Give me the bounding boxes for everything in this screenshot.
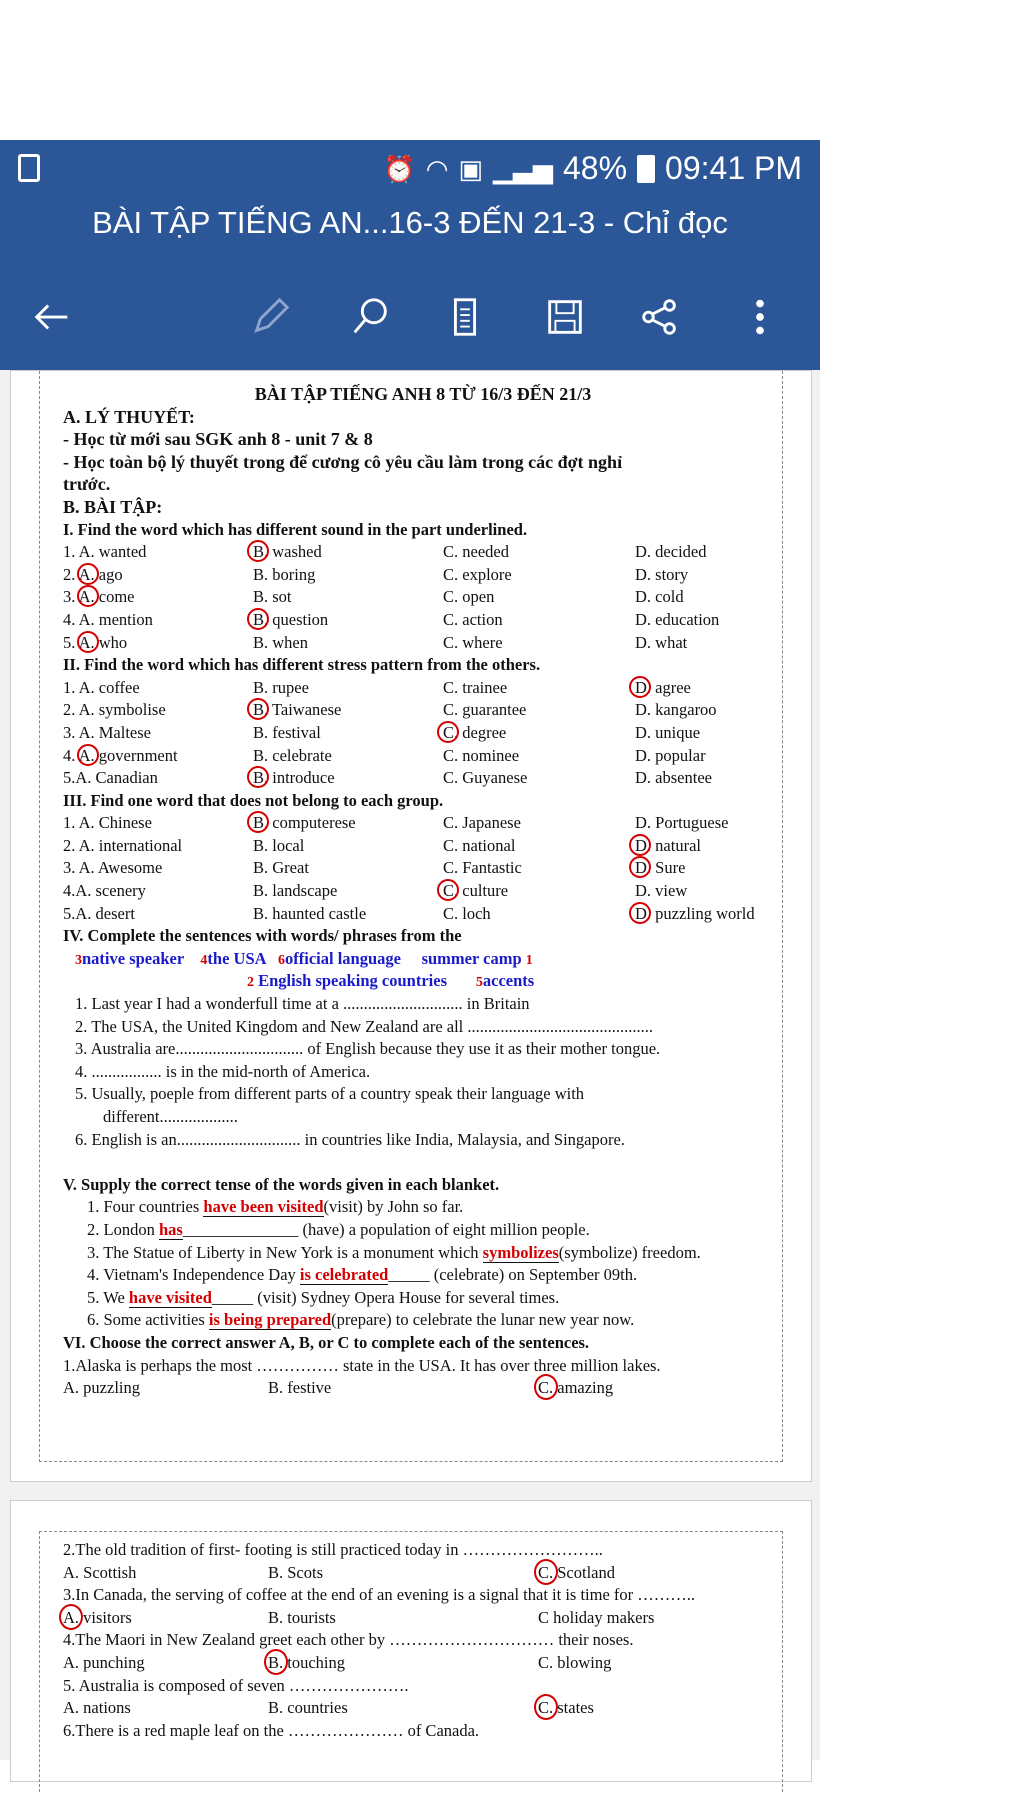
page-content [63, 1539, 783, 1742]
mcq-option: C. states [538, 1697, 594, 1720]
answer-option: 4. A. government [63, 745, 178, 765]
mcq-question: 4.The Maori in New Zealand greet each other by ………………………… their noses. [63, 1630, 634, 1650]
answer-option: B. celebrate [253, 745, 332, 765]
alarm-icon: ⏰ [383, 153, 416, 184]
answer-option: B. question [253, 609, 328, 632]
answer-option: 3. A. Maltese [63, 722, 151, 742]
sentence-text: 3. The Statue of Liberty in New York is a monument which [87, 1242, 483, 1262]
mcq-question: 2.The old tradition of first- footing is still practiced today in …………………….. [63, 1540, 603, 1559]
section-a-heading: A. LÝ THUYẾT: [63, 406, 195, 427]
exercise-1-rows [63, 541, 783, 654]
answer-option: B. boring [253, 564, 316, 584]
handwritten-answer: symbolizes [482, 1242, 559, 1262]
answer-circle-mark [437, 879, 459, 901]
answer-option: D. agree [635, 677, 691, 700]
answer-option: B. Great [253, 858, 309, 878]
answer-option: 2. A. international [63, 835, 183, 855]
mcq-option: C holiday makers [538, 1607, 655, 1627]
answer-option: D. absentee [635, 768, 712, 788]
signal-icon: ▁▃▅ [492, 153, 553, 184]
sim-icon: ▣ [458, 153, 483, 184]
doc-heading: BÀI TẬP TIẾNG ANH 8 TỪ 16/3 ĐẾN 21/3 [254, 384, 592, 404]
answer-option: C. national [443, 835, 516, 855]
handwritten-answer: is being prepared [208, 1310, 332, 1330]
answer-option: B. rupee [253, 677, 309, 697]
answer-option: D. unique [635, 722, 701, 742]
reading-view-icon[interactable] [435, 287, 495, 347]
exercise-1-heading: I. Find the word which has different sound in the part underlined. [63, 519, 528, 539]
handwritten-answer: have been visited [203, 1197, 324, 1217]
battery-icon [637, 155, 655, 183]
theory-line-2: - Học toàn bộ lý thuyết trong để cương cô yêu cầu làm trong các đợt nghỉ [63, 451, 623, 472]
toolbar [0, 275, 820, 365]
answer-row [63, 609, 783, 632]
answer-circle-mark [247, 540, 269, 562]
answer-row [63, 699, 783, 722]
sentence-text: 5. We [87, 1287, 129, 1307]
answer-option: B. landscape [253, 881, 338, 901]
answer-option: C. Japanese [443, 813, 521, 833]
status-bar [0, 140, 820, 200]
answer-option: C. needed [443, 542, 509, 562]
answer-circle-mark [534, 1374, 558, 1400]
sentence-text: (symbolize) freedom. [558, 1242, 701, 1262]
wifi-icon: ◠ [425, 153, 449, 184]
mcq-option: A. nations [63, 1698, 131, 1718]
answer-row [63, 835, 783, 858]
answer-option: C. guarantee [443, 700, 527, 720]
document-title: BÀI TẬP TIẾNG AN...16-3 ĐẾN 21-3 - Chỉ đọc [92, 205, 728, 240]
sentence-text: (prepare) to celebrate the lunar new year now. [331, 1310, 635, 1330]
mcq-option: B. countries [268, 1698, 348, 1718]
sentence-text: 4. Vietnam's Independence Day [87, 1265, 300, 1285]
sentence-text: 1. Four countries [87, 1197, 204, 1217]
exercise-5-sentences [63, 1196, 783, 1332]
answer-option: B. when [253, 632, 308, 652]
mcq-options [63, 1377, 783, 1400]
answer-circle-mark [629, 856, 651, 878]
answer-circle-mark [247, 766, 269, 788]
answer-option: 1. A. coffee [63, 677, 140, 697]
clock: 09:41 PM [665, 150, 802, 186]
answer-option: B. Taiwanese [253, 699, 341, 722]
sentence-text: ______________ (have) a population of eight million people. [182, 1219, 590, 1239]
mcq-option: C. blowing [538, 1652, 612, 1672]
answer-option: C. explore [443, 564, 512, 584]
mcq-question: 1.Alaska is perhaps the most …………… state in the USA. It has over three million lakes. [63, 1355, 661, 1375]
fill-blank-sentence: different................... [103, 1107, 238, 1126]
answer-option: D. popular [635, 745, 706, 765]
answer-option: 4. A. mention [63, 609, 153, 629]
answer-option: D. puzzling world [635, 903, 755, 926]
sentence-text: (visit) by John so far. [323, 1197, 464, 1217]
answer-option: C. where [443, 632, 503, 652]
answer-circle-mark [77, 563, 99, 585]
mcq-option: A. puzzling [63, 1378, 140, 1398]
mcq-question: 5. Australia is composed of seven …………………. [63, 1675, 409, 1695]
answer-circle-mark [629, 834, 651, 856]
answer-option: B. haunted castle [253, 903, 367, 923]
answer-option: 4.A. scenery [63, 881, 146, 901]
mcq-option: C. Scotland [538, 1562, 615, 1585]
more-icon[interactable] [730, 287, 790, 347]
sentence-text: 6. Some activities [87, 1310, 209, 1330]
answer-option: D. natural [635, 835, 701, 858]
mcq-options [63, 1697, 783, 1720]
answer-circle-mark [629, 902, 651, 924]
app-bar [0, 140, 820, 370]
document-page-1[interactable] [10, 370, 812, 1482]
exercise-3-rows [63, 812, 783, 925]
answer-circle-mark [534, 1559, 558, 1585]
save-icon[interactable] [535, 287, 595, 347]
answer-option: C. nominee [443, 745, 520, 765]
exercise-2-heading: II. Find the word which has different stress pattern from the others. [63, 655, 541, 675]
answer-option: D. education [635, 609, 720, 629]
answer-row [63, 722, 783, 745]
answer-option: C. culture [443, 880, 508, 903]
answer-option: 5. A. who [63, 632, 128, 652]
theory-line-1: - Học từ mới sau SGK anh 8 - unit 7 & 8 [63, 429, 373, 450]
answer-circle-mark [77, 631, 99, 653]
tense-sentence [63, 1309, 783, 1332]
mcq-option: C. amazing [538, 1377, 613, 1400]
mcq-options [63, 1562, 783, 1585]
answer-row [63, 677, 783, 700]
answer-circle-mark [77, 744, 99, 766]
exercise-6-items-page1 [63, 1355, 783, 1400]
answer-row [63, 564, 783, 587]
fill-blank-sentence: 6. English is an.............................. in countries like India, Malaysia, and Singapore. [75, 1129, 625, 1149]
mcq-option: B. touching [268, 1652, 345, 1675]
answer-option: 5.A. Canadian [63, 768, 158, 788]
answer-circle-mark [437, 721, 459, 743]
exercise-4-heading: IV. Complete the sentences with words/ phrases from the [63, 926, 462, 946]
answer-circle-mark [264, 1649, 288, 1675]
answer-circle-mark [247, 698, 269, 720]
answer-option: 1. A. Chinese [63, 813, 152, 833]
mcq-options [63, 1652, 783, 1675]
sentence-text: _____ (visit) Sydney Opera House for several times. [211, 1287, 560, 1307]
answer-option: D. cold [635, 587, 684, 607]
answer-option: D. what [635, 632, 688, 652]
page-content [63, 383, 783, 1400]
answer-circle-mark [247, 811, 269, 833]
answer-option: D. kangaroo [635, 700, 717, 720]
answer-row [63, 632, 783, 655]
answer-option: C. Fantastic [443, 858, 522, 878]
handwritten-answer: have visited [128, 1287, 212, 1307]
answer-circle-mark [247, 608, 269, 630]
search-icon[interactable] [340, 287, 400, 347]
tense-sentence [63, 1264, 783, 1287]
answer-circle-mark [77, 585, 99, 607]
exercise-6-heading: VI. Choose the correct answer A, B, or C to complete each of the sentences. [63, 1332, 590, 1352]
mcq-option: B. tourists [268, 1607, 336, 1627]
answer-option: D. Sure [635, 857, 685, 880]
exercise-4-sentences [63, 993, 783, 1151]
exercise-5-heading: V. Supply the correct tense of the words given in each blanket. [63, 1174, 500, 1194]
answer-option: B. local [253, 835, 305, 855]
answer-circle-mark [534, 1694, 558, 1720]
tense-sentence [63, 1242, 783, 1265]
mcq-option: A. punching [63, 1652, 145, 1672]
answer-row [63, 541, 783, 564]
answer-option: B. washed [253, 541, 322, 564]
mcq-option: B. festive [268, 1378, 332, 1398]
mcq-question: 3.In Canada, the serving of coffee at the end of an evening is a signal that it is time for ……….. [63, 1585, 696, 1605]
document-page-2[interactable] [10, 1500, 812, 1782]
handwritten-answer: has [158, 1219, 183, 1239]
mcq-option: A. visitors [63, 1607, 132, 1630]
mcq-options [63, 1607, 783, 1630]
answer-option: C. action [443, 609, 503, 629]
answer-option: B. festival [253, 722, 321, 742]
answer-option: B. sot [253, 587, 292, 607]
mcq-question: 6.There is a red maple leaf on the ………………… of Canada. [63, 1720, 480, 1740]
answer-option: 2. A. symbolise [63, 700, 166, 720]
answer-option: C. trainee [443, 677, 508, 697]
answer-row [63, 812, 783, 835]
answer-option: 2. A. ago [63, 564, 123, 584]
sentence-text: 2. London [87, 1219, 159, 1239]
pencil-icon[interactable] [240, 287, 300, 347]
answer-circle-mark [59, 1604, 83, 1630]
answer-option: 5.A. desert [63, 903, 135, 923]
answer-option: C. loch [443, 903, 491, 923]
screen-cast-icon [18, 154, 40, 182]
answer-option: B. computerese [253, 812, 356, 835]
tense-sentence [63, 1219, 783, 1242]
share-icon[interactable] [630, 287, 690, 347]
spacer [63, 1151, 783, 1174]
sentence-text: _____ (celebrate) on September 09th. [388, 1265, 638, 1285]
handwritten-answer: is celebrated [299, 1265, 389, 1285]
answer-option: 3. A. come [63, 587, 135, 607]
answer-option: C. degree [443, 722, 506, 745]
answer-option: D. Portuguese [635, 813, 729, 833]
answer-row [63, 880, 783, 903]
exercise-2-rows [63, 677, 783, 790]
fill-blank-sentence: 3. Australia are............................... of English because they use it as their mother tongue. [75, 1039, 661, 1059]
answer-row [63, 745, 783, 768]
section-b-heading: B. BÀI TẬP: [63, 496, 163, 517]
fill-blank-sentence: 4. ................. is in the mid-north of America. [75, 1061, 371, 1081]
answer-option: B. introduce [253, 767, 335, 790]
answer-option: D. story [635, 564, 689, 584]
mcq-option: B. Scots [268, 1562, 324, 1582]
phone-screen [0, 140, 820, 1760]
fill-blank-sentence: 1. Last year I had a wonderfull time at a ............................. in Britain [75, 994, 530, 1014]
answer-option: C. open [443, 587, 495, 607]
answer-option: C. Guyanese [443, 768, 528, 788]
fill-blank-sentence: 2. The USA, the United Kingdom and New Zealand are all ............................................. [75, 1016, 654, 1036]
word-bank-row-2: 2 English speaking countries 5accents [247, 971, 535, 991]
exercise-3-heading: III. Find one word that does not belong to each group. [63, 790, 444, 810]
answer-circle-mark [629, 676, 651, 698]
answer-row [63, 767, 783, 790]
battery-percent: 48% [562, 150, 628, 186]
answer-row [63, 903, 783, 926]
answer-row [63, 857, 783, 880]
answer-option: 1. A. wanted [63, 542, 147, 562]
word-bank-row-1: 3native speaker 4the USA 6official language summer camp 1 [75, 948, 533, 968]
answer-option: D. view [635, 881, 688, 901]
mcq-option: A. Scottish [63, 1562, 137, 1582]
theory-line-2b: trước. [63, 474, 111, 495]
answer-option: D. decided [635, 542, 707, 562]
tense-sentence [63, 1287, 783, 1310]
fill-blank-sentence: 5. Usually, poeple from different parts of a country speak their language with [75, 1084, 585, 1104]
back-arrow-icon[interactable] [22, 287, 82, 347]
answer-option: 3. A. Awesome [63, 858, 163, 878]
exercise-6-items-page2 [63, 1539, 783, 1742]
answer-row [63, 586, 783, 609]
tense-sentence [63, 1196, 783, 1219]
